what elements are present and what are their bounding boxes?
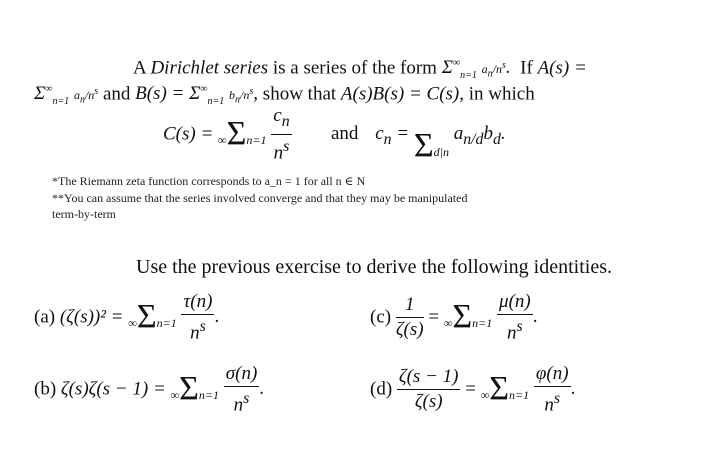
dirichlet-series-term: Dirichlet series xyxy=(150,57,269,79)
footnote-3: term-by-term xyxy=(52,207,116,221)
cn-definition: and $c_n = \Sigma d|n$ $a_{n/d}b_d$. xyxy=(331,122,506,164)
sum-symbol: ∞Σn=1 xyxy=(443,298,493,336)
sum-symbol: ∞Σn=1 xyxy=(170,370,219,408)
footnote-1: *The Riemann zeta function corresponds to a_n = 1 for all n ∈ N xyxy=(52,174,366,188)
sum-symbol: Σd|n xyxy=(413,127,449,164)
cs-definition: C(s) = ∞Σn=1 $\frac{c_n}{n^s}$ xyxy=(163,105,290,164)
exercise-header: Use the previous exercise to derive the following identities. xyxy=(136,256,612,278)
footnote-2: **You can assume that the series involved converge and that they may be manipulated xyxy=(52,191,468,205)
intro-line-2: $\Sigma^\infty_{n=1}$ $a_n/n^s$ and $B(s) = \Sigma^\infty_{n=1}$ $b_n/n^s$, show that A(s)B(s) = C(s), in which xyxy=(34,83,535,108)
sum-symbol: ∞Σn=1 xyxy=(480,370,530,408)
identity-a: (a) (ζ(s))² = ∞Σn=1 $\frac{\tau(n)}{n^s}$ . xyxy=(34,291,220,344)
series-sum-an: $\Sigma^\infty_{n=1}$ $a_n/n^s$. xyxy=(441,57,511,82)
identity-b: (b) ζ(s)ζ(s − 1) = ∞Σn=1 $\frac{\sigma(n)}{n^s}$ . xyxy=(34,363,265,416)
identity-d: (d) $\frac{\zeta(s - 1)}{\zeta(s)}$ = ∞Σn=1 $\frac{\varphi(n)}{n^s}$ . xyxy=(370,363,576,416)
intro-line-1: A Dirichlet series is a series of the form $\Sigma^\infty_{n=1}$ $a_n/n^s$. If A(s) = xyxy=(133,57,587,82)
identity-c: (c) $\frac{1}{\zeta(s)}$ = ∞Σn=1 $\frac{\mu(n)}{n^s}$ . xyxy=(370,291,538,344)
sum-symbol: ∞Σn=1 xyxy=(128,298,177,336)
sum-symbol: ∞Σn=1 xyxy=(218,115,267,153)
